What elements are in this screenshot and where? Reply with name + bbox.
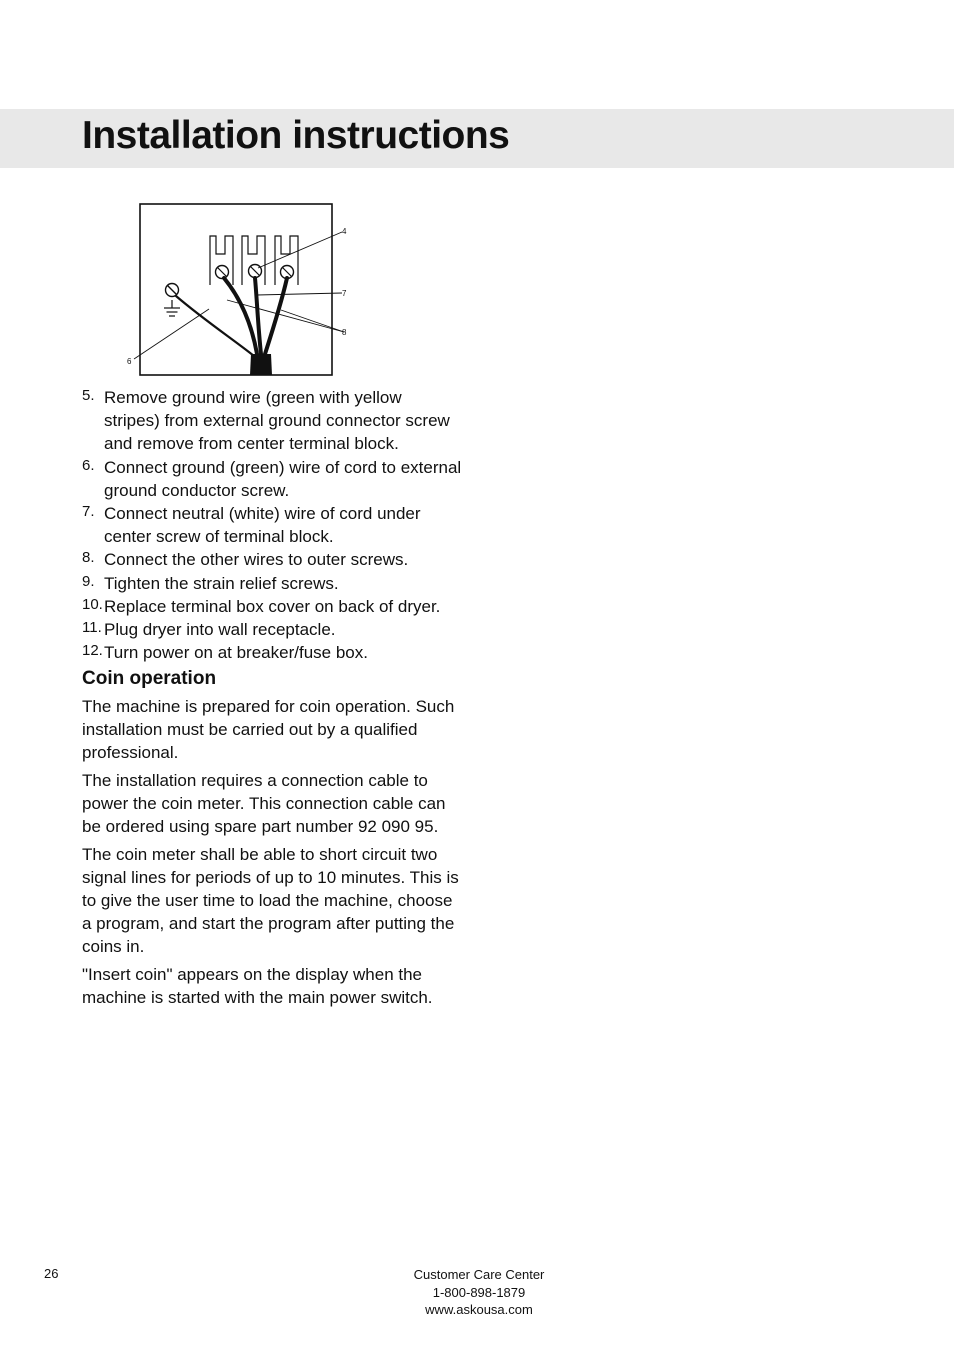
step-number: 12. xyxy=(82,642,103,660)
paragraph: The machine is prepared for coin operation. Such installation must be carried out by a qualified professional. xyxy=(82,697,455,762)
callout-8: 8 xyxy=(342,328,347,337)
contact-phone: 1-800-898-1879 xyxy=(432,1284,526,1300)
list-item xyxy=(82,618,462,641)
step-number: 9. xyxy=(82,572,95,590)
step-number: 8. xyxy=(82,549,95,567)
installation-steps xyxy=(82,386,462,664)
terminal-block-diagram xyxy=(124,200,364,380)
callout-6: 6 xyxy=(127,357,132,366)
leader-lines xyxy=(134,232,344,359)
list-item xyxy=(82,572,462,595)
step-number: 11. xyxy=(82,619,102,637)
step-text: Plug dryer into wall receptacle. xyxy=(104,620,336,640)
coin-operation-body xyxy=(82,695,462,1014)
step-number: 10. xyxy=(82,595,103,613)
step-number: 5. xyxy=(82,387,95,404)
ground-screw xyxy=(166,284,179,297)
list-item xyxy=(82,502,462,548)
paragraph: The installation requires a connection cable to power the coin meter. This connection cable can be ordered using spare part number 92 090 95. xyxy=(82,771,446,836)
power-cord xyxy=(250,354,272,375)
coin-operation-heading: Coin operation xyxy=(82,668,217,689)
step-number: 6. xyxy=(82,456,95,474)
contact-title: Customer Care Center xyxy=(413,1267,545,1282)
step-text: Tighten the strain relief screws. xyxy=(104,573,339,593)
list-item xyxy=(82,641,462,664)
callout-7: 7 xyxy=(342,289,347,298)
customer-care-contact xyxy=(380,1266,578,1319)
step-text: Replace terminal box cover on back of dryer. xyxy=(104,596,441,616)
cord-wires xyxy=(176,278,287,356)
contact-website: www.askousa.com xyxy=(425,1302,533,1317)
ground-symbol-icon xyxy=(164,300,180,316)
step-text: Connect ground (green) wire of cord to external ground conductor screw. xyxy=(104,457,462,500)
list-item xyxy=(82,548,462,571)
paragraph: "Insert coin" appears on the display when the machine is started with the main power switch. xyxy=(82,965,433,1007)
page-title: Installation instructions xyxy=(82,114,510,157)
list-item xyxy=(82,595,462,618)
page-number: 26 xyxy=(44,1266,59,1281)
list-item xyxy=(82,456,462,502)
callout-4: 4 xyxy=(342,227,347,236)
list-item xyxy=(82,386,462,456)
step-text: Connect neutral (white) wire of cord under center screw of terminal block. xyxy=(104,504,421,547)
step-text: Connect the other wires to outer screws. xyxy=(104,550,409,570)
step-number: 7. xyxy=(82,503,95,521)
paragraph: The coin meter shall be able to short circuit two signal lines for periods of up to 10 minutes. This is to give the user time to load the machine, choose a program, and start the program after putting the coins in. xyxy=(82,845,459,956)
step-text: Turn power on at breaker/fuse box. xyxy=(104,643,368,663)
step-text: Remove ground wire (green with yellow stripes) from external ground connector screw and remove from center terminal block. xyxy=(104,388,450,454)
